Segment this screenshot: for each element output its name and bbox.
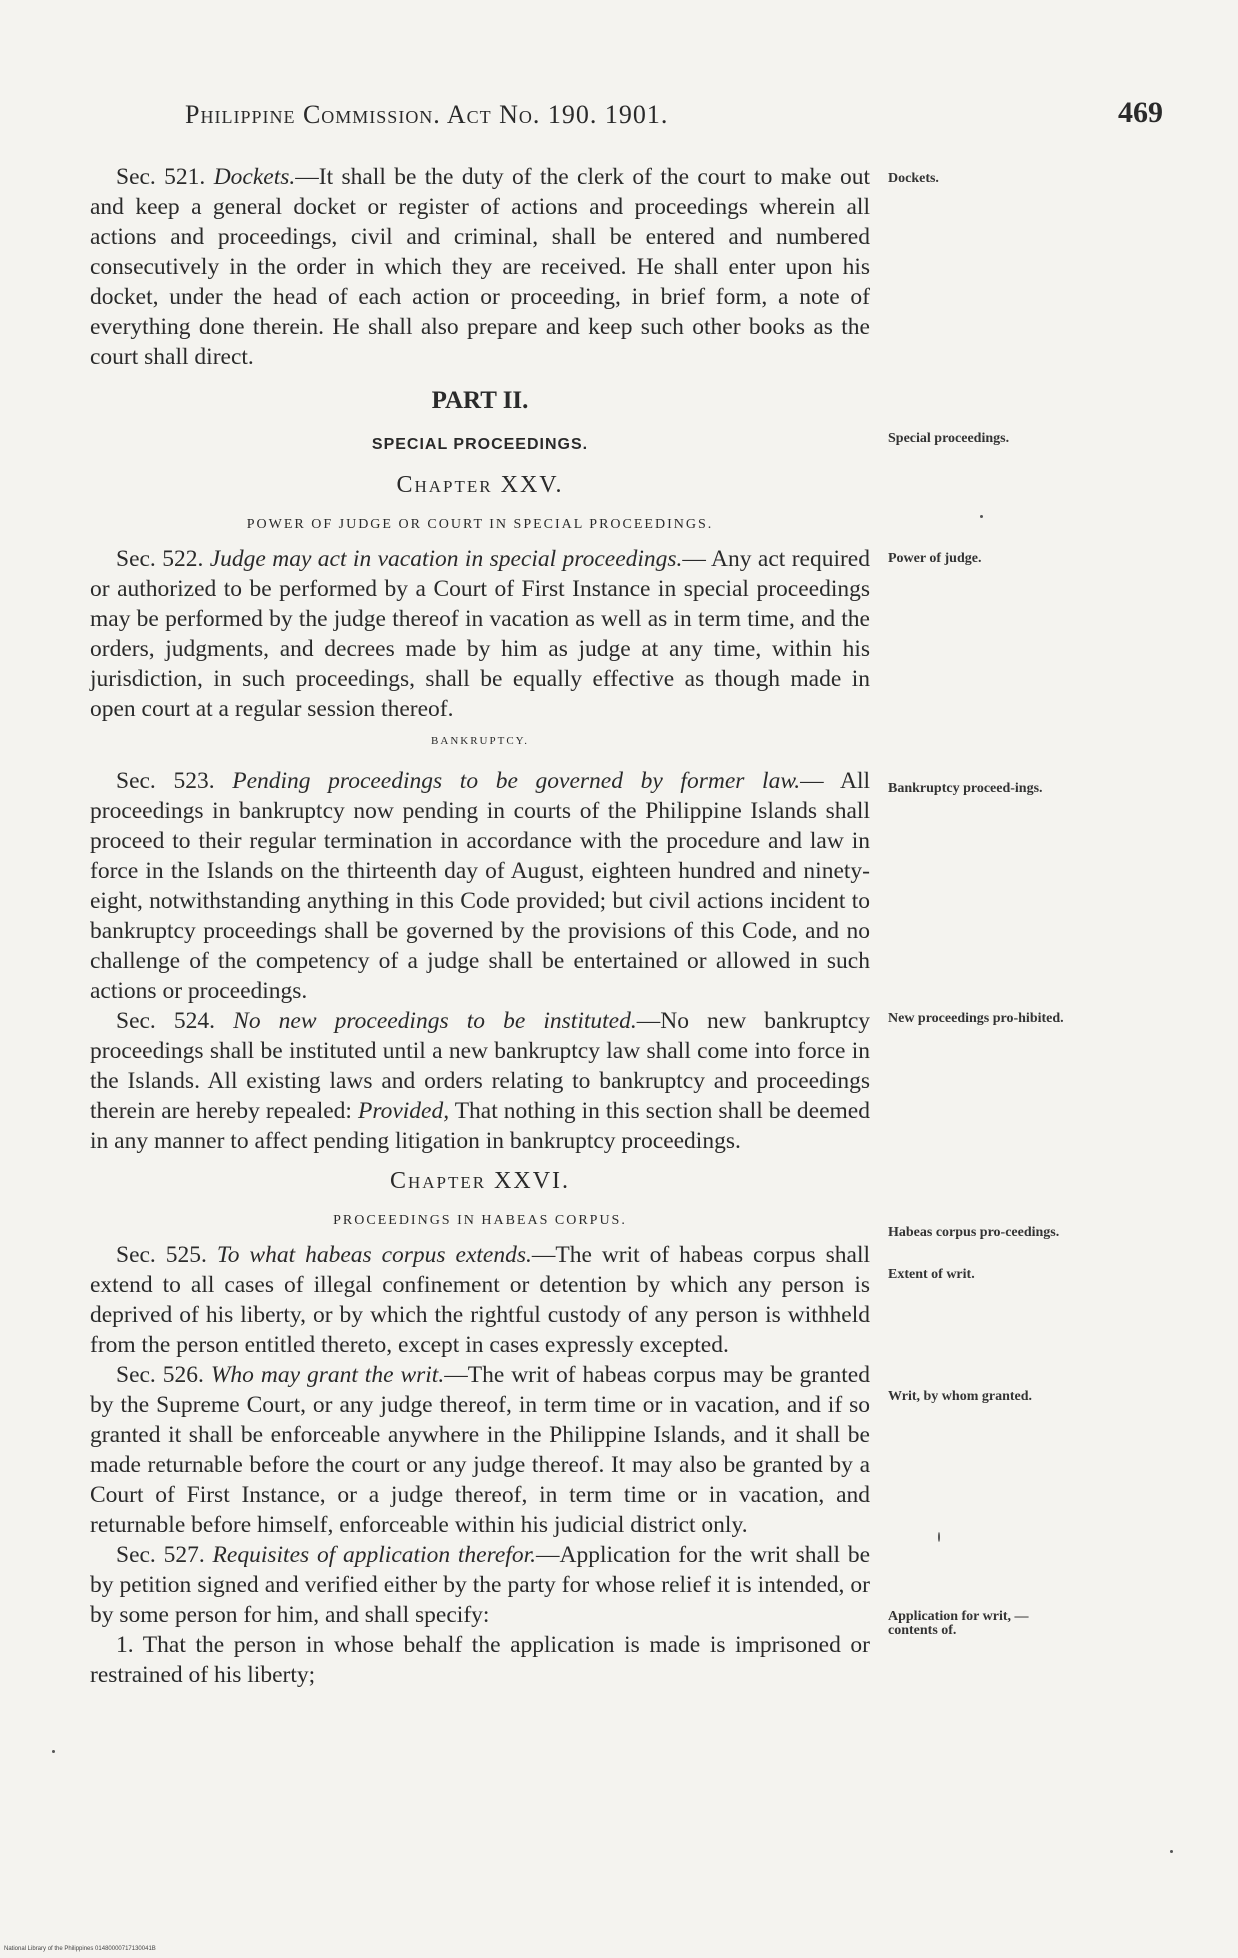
chapter-26-heading: Chapter XXVI. [389, 1168, 571, 1194]
bankruptcy-heading: BANKRUPTCY. [431, 735, 529, 747]
section-524: Sec. 524. No new proceedings to be instituted.—No new bankruptcy proceedings shall be instituted until a new bankruptcy law shall come into force in the Islands. All existing laws and orders relating to bankruptcy and proceedings therein are hereby repealed: Provided, That nothing in this section shall be deemed in any manner to affect pending litigation in bankruptcy proceedings. [90, 1008, 871, 1154]
section-523: Sec. 523. Pending proceedings to be governed by former law.— All proceedings in bankruptcy now pending in courts of the Philippine Islands shall proceed to their regular termination in accordance with the procedure and law in force in the Islands on the thirteenth day of August, eighteen hundred and ninety-eight, notwithstanding anything in this Code provided; but civil actions incident to bankruptcy proceedings shall be governed by the provisions of this Code, and no challenge of the competency of a judge shall be entertained or allowed in such actions or proceedings. [90, 768, 871, 1004]
margin-note-power-of-judge: Power of judge. [888, 551, 982, 566]
margin-note-dockets: Dockets. [888, 171, 939, 186]
margin-note-application: Application for writ, — contents of. [888, 1609, 1029, 1638]
provided-word: Provided, [357, 1098, 450, 1124]
part-title: PART II. [431, 387, 529, 414]
section-525: Sec. 525. To what habeas corpus extends.—The writ of habeas corpus shall extend to all cases of illegal confinement or detention by which any person is deprived of his liberty, or by which the rightful custody of any person is withheld from the person entitled thereto, except in cases expressly excepted. [90, 1242, 871, 1358]
scan-speck [1170, 1850, 1173, 1853]
page-number: 469 [1118, 96, 1163, 129]
scan-speck [52, 1750, 55, 1753]
section-title: No new proceedings to be instituted. [233, 1008, 637, 1034]
margin-note-extent: Extent of writ. [888, 1267, 975, 1282]
section-title: To what habeas corpus extends. [216, 1242, 532, 1268]
margin-note-special-proceedings: Special proceedings. [888, 431, 1010, 446]
section-521: Sec. 521. Dockets.—It shall be the duty of the clerk of the court to make out and keep a general docket or register of actions and proceedings wherein all actions and proceedings, civil and criminal, shall be entered and numbered consecutively in the order in which they are received. He shall enter upon his docket, under the head of each action or proceeding, in brief form, a note of everything done therein. He shall also prepare and keep such other books as the court shall direct. [90, 164, 870, 370]
part-subtitle: SPECIAL PROCEEDINGS. [371, 436, 589, 453]
section-title: Requisites of application therefor. [212, 1542, 536, 1568]
scan-speck [980, 515, 983, 518]
running-header: Philippine Commission. Act No. 190. 1901. [185, 100, 669, 129]
margin-note-bankruptcy: Bankruptcy proceed-ings. [888, 781, 1043, 796]
section-522: Sec. 522. Judge may act in vacation in special proceedings.— Any act required or authorized to be performed by a Court of First Instance in special proceedings may be performed by the judge thereof in vacation as well as in term time, and the orders, judgments, and decrees made by him as judge at any time, within his jurisdiction, in such proceedings, shall be equally effective as though made in open court at a regular session thereof. [90, 546, 870, 722]
margin-note-writ-by-whom: Writ, by whom granted. [888, 1389, 1033, 1404]
chapter-26-subtitle: PROCEEDINGS IN HABEAS CORPUS. [333, 1213, 627, 1228]
section-title: Who may grant the writ. [210, 1362, 445, 1388]
section-title: Pending proceedings to be governed by former law. [232, 768, 801, 794]
main-text [90, 162, 870, 1690]
section-527: Sec. 527. Requisites of application therefor.—Application for the writ shall be by petition signed and verified either by the party for whose relief it is intended, or by some person for him, and shall specify: [90, 1542, 871, 1628]
scan-speck [938, 1532, 940, 1542]
section-title: Dockets. [213, 164, 296, 190]
footer-scan-credit: National Library of the Philippines 01480000717130041B [4, 1946, 156, 1952]
margin-note-new-proceedings: New proceedings pro-hibited. [888, 1011, 1064, 1026]
list-item: 1. That the person in whose behalf the application is made is imprisoned or restrained of his liberty; [90, 1632, 870, 1688]
section-title: Judge may act in vacation in special proceedings. [209, 546, 683, 572]
margin-note-habeas: Habeas corpus pro-ceedings. [888, 1225, 1060, 1240]
chapter-25-subtitle: POWER OF JUDGE OR COURT IN SPECIAL PROCEEDINGS. [246, 517, 714, 532]
chapter-25-heading: Chapter XXV. [396, 472, 564, 498]
section-526: Sec. 526. Who may grant the writ.—The writ of habeas corpus may be granted by the Supreme Court, or any judge thereof, in term time or in vacation, and if so granted it shall be enforceable anywhere in the Philippine Islands, and it shall be made returnable before the court or any judge thereof. It may also be granted by a Court of First Instance, or a judge thereof, in term time or in vacation, and returnable before himself, enforceable within his judicial district only. [90, 1362, 870, 1538]
